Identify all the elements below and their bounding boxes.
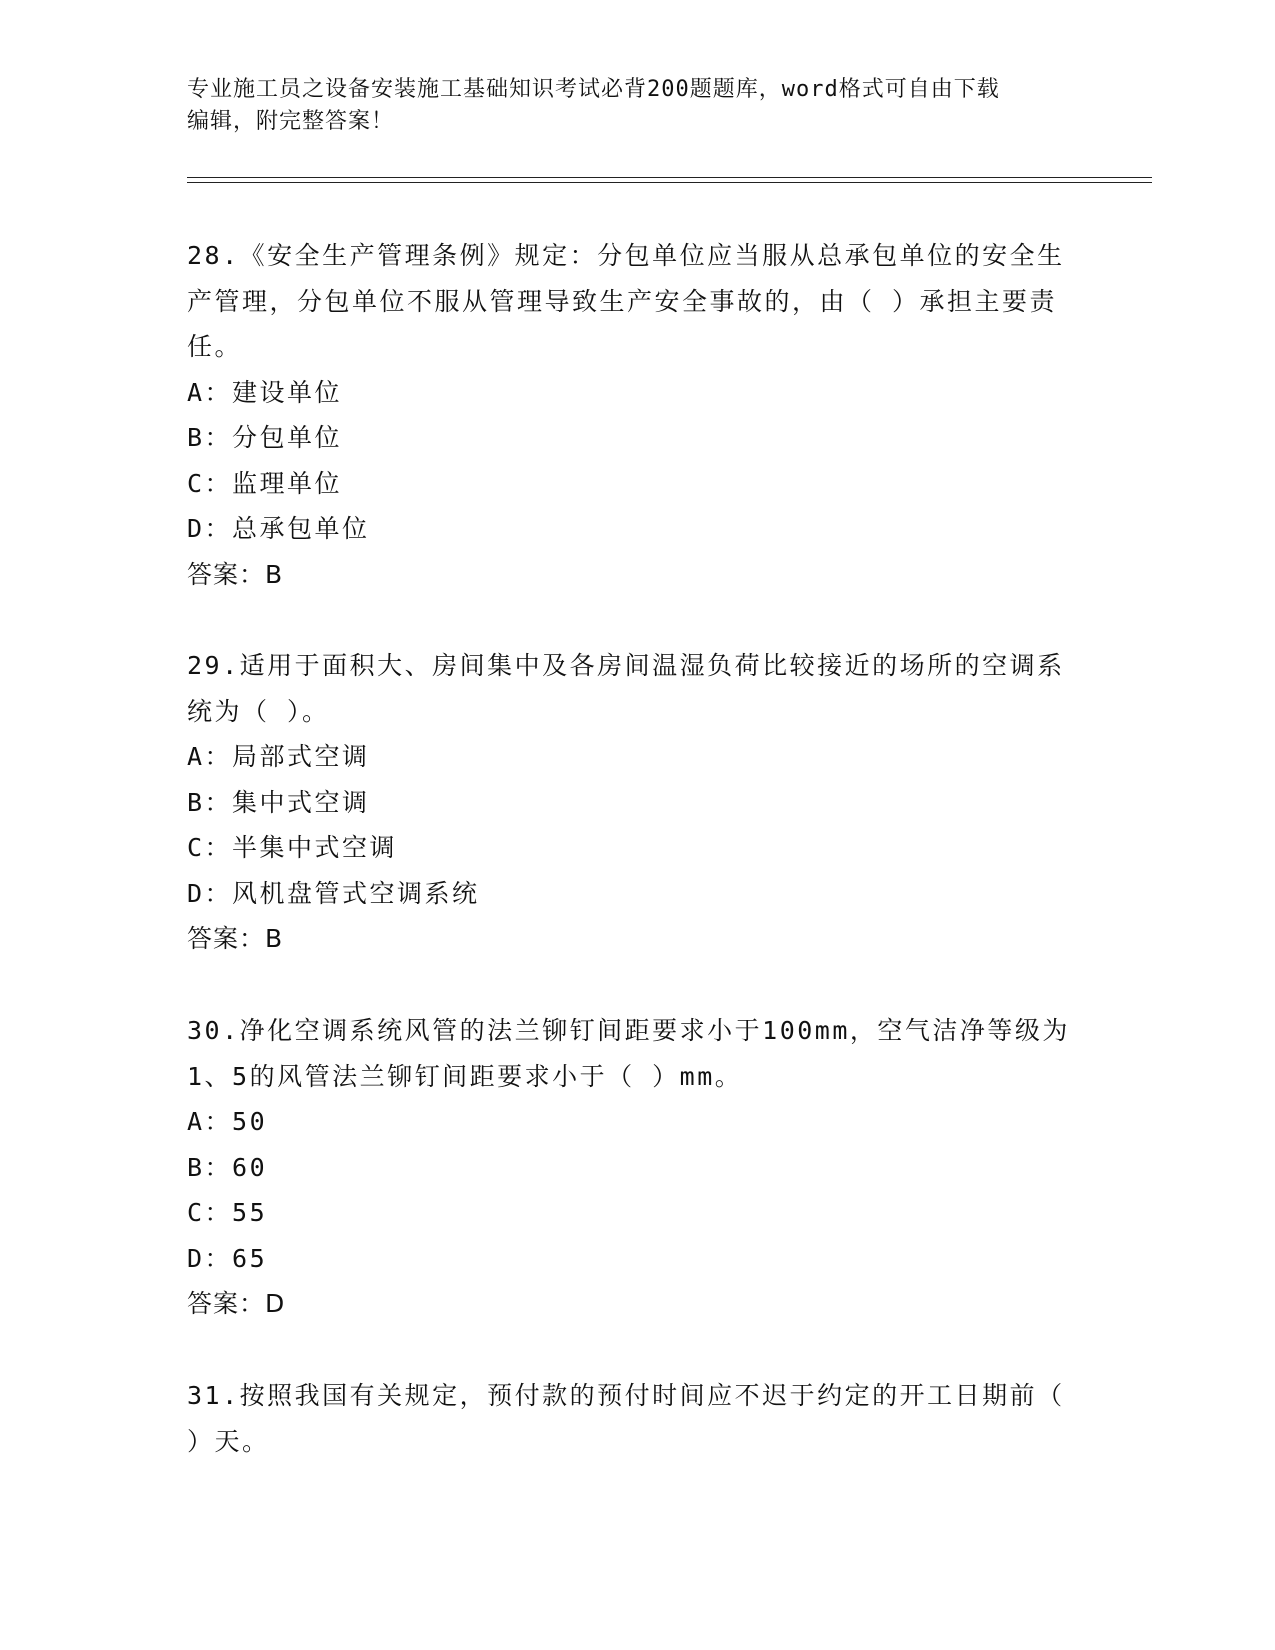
question-29	[187, 643, 1087, 962]
header-title-line-2: 编辑，附完整答案！	[187, 109, 395, 134]
question-text: 28.《安全生产管理条例》规定：分包单位应当服从总承包单位的安全生产管理，分包单位不服从管理导致生产安全事故的，由（ ）承担主要责任。	[187, 241, 1065, 361]
header-divider-top	[187, 177, 1152, 178]
answer: 答案：D	[187, 1289, 286, 1318]
document-header	[187, 74, 1087, 138]
option-d: D：总承包单位	[187, 514, 370, 543]
option-c: C：半集中式空调	[187, 833, 398, 862]
option-a: A：建设单位	[187, 377, 343, 407]
option-d: D：65	[187, 1243, 268, 1273]
question-text: 29.适用于面积大、房间集中及各房间温湿负荷比较接近的场所的空调系统为（ ）。	[187, 651, 1065, 726]
option-b: B：60	[187, 1152, 268, 1182]
answer: 答案：B	[187, 924, 284, 953]
question-text: 30.净化空调系统风管的法兰铆钉间距要求小于100mm，空气洁净等级为1、5的风管法兰铆钉间距要求小于（ ）mm。	[187, 1016, 1070, 1091]
option-d: D：风机盘管式空调系统	[187, 878, 480, 908]
option-c: C：55	[187, 1198, 268, 1227]
question-30	[187, 1008, 1087, 1327]
header-title-line-1: 专业施工员之设备安装施工基础知识考试必背200题题库，word格式可自由下载	[187, 77, 1000, 102]
option-c: C：监理单位	[187, 468, 343, 498]
question-28	[187, 233, 1087, 597]
option-b: B：分包单位	[187, 423, 343, 452]
answer: 答案：B	[187, 559, 284, 589]
option-a: A：局部式空调	[187, 742, 370, 771]
header-divider-bottom	[187, 182, 1152, 183]
option-a: A：50	[187, 1107, 268, 1136]
option-b: B：集中式空调	[187, 787, 370, 817]
question-text: 31.按照我国有关规定，预付款的预付时间应不迟于约定的开工日期前（ ）天。	[187, 1381, 1065, 1456]
question-31	[187, 1373, 1087, 1464]
